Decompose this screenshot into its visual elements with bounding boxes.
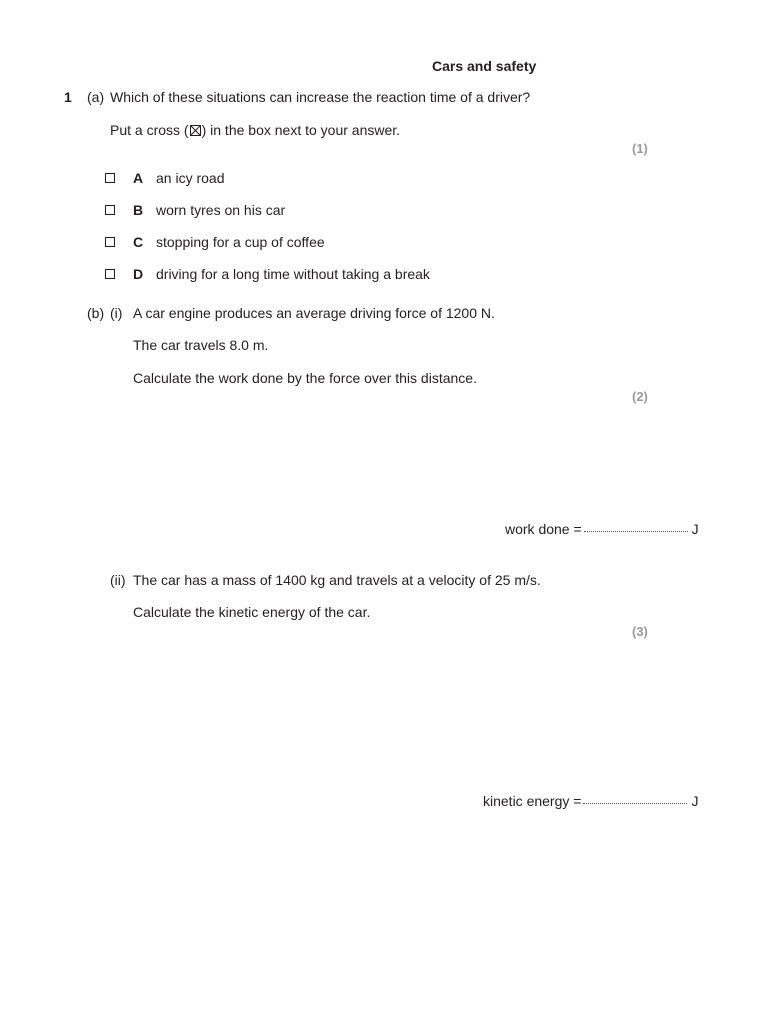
part-b-i-line1: A car engine produces an average driving force of 1200 N. [133,305,495,321]
option-c-text: stopping for a cup of coffee [156,234,325,250]
option-c-letter: C [133,234,144,250]
part-b-ii-label: (ii) [110,572,126,588]
part-a-question: Which of these situations can increase the reaction time of a driver? [110,89,531,105]
option-d-checkbox[interactable] [105,269,115,279]
part-a-marks: (1) [632,141,648,156]
part-b-i-line2: The car travels 8.0 m. [133,337,269,353]
part-b-ii-line1: The car has a mass of 1400 kg and travels at a velocity of 25 m/s. [133,572,541,588]
part-b-i-line3: Calculate the work done by the force over this distance. [133,370,477,386]
work-done-unit: J [691,521,699,537]
part-b-i-label: (i) [110,305,123,321]
option-b-letter: B [133,202,144,218]
option-c-checkbox[interactable] [105,237,115,247]
option-b-checkbox[interactable] [105,205,115,215]
page-title: Cars and safety [432,58,537,74]
instruction-text-after: ) in the box next to your answer. [201,122,401,138]
option-b-text: worn tyres on his car [156,202,286,218]
part-a-label: (a) [87,89,105,105]
option-a-letter: A [133,170,144,186]
option-a-text: an icy road [156,170,225,186]
part-a-instruction [110,121,400,139]
kinetic-energy-answer-line [483,792,698,810]
question-number: 1 [64,89,72,105]
instruction-text-before: Put a cross ( [110,122,189,138]
kinetic-energy-unit: J [691,793,699,809]
kinetic-energy-label: kinetic energy = [483,793,582,809]
option-a-checkbox[interactable] [105,173,115,183]
part-b-ii-marks: (3) [632,624,648,639]
work-done-answer-field[interactable] [584,530,688,532]
part-b-ii-line2: Calculate the kinetic energy of the car. [133,604,371,620]
option-d-text: driving for a long time without taking a break [156,266,430,282]
option-d-letter: D [133,266,144,282]
part-b-label: (b) [87,305,105,321]
crossed-box-icon [190,125,201,136]
work-done-label: work done = [505,521,582,537]
work-done-answer-line [505,520,699,538]
part-b-i-marks: (2) [632,389,648,404]
kinetic-energy-answer-field[interactable] [583,802,687,804]
